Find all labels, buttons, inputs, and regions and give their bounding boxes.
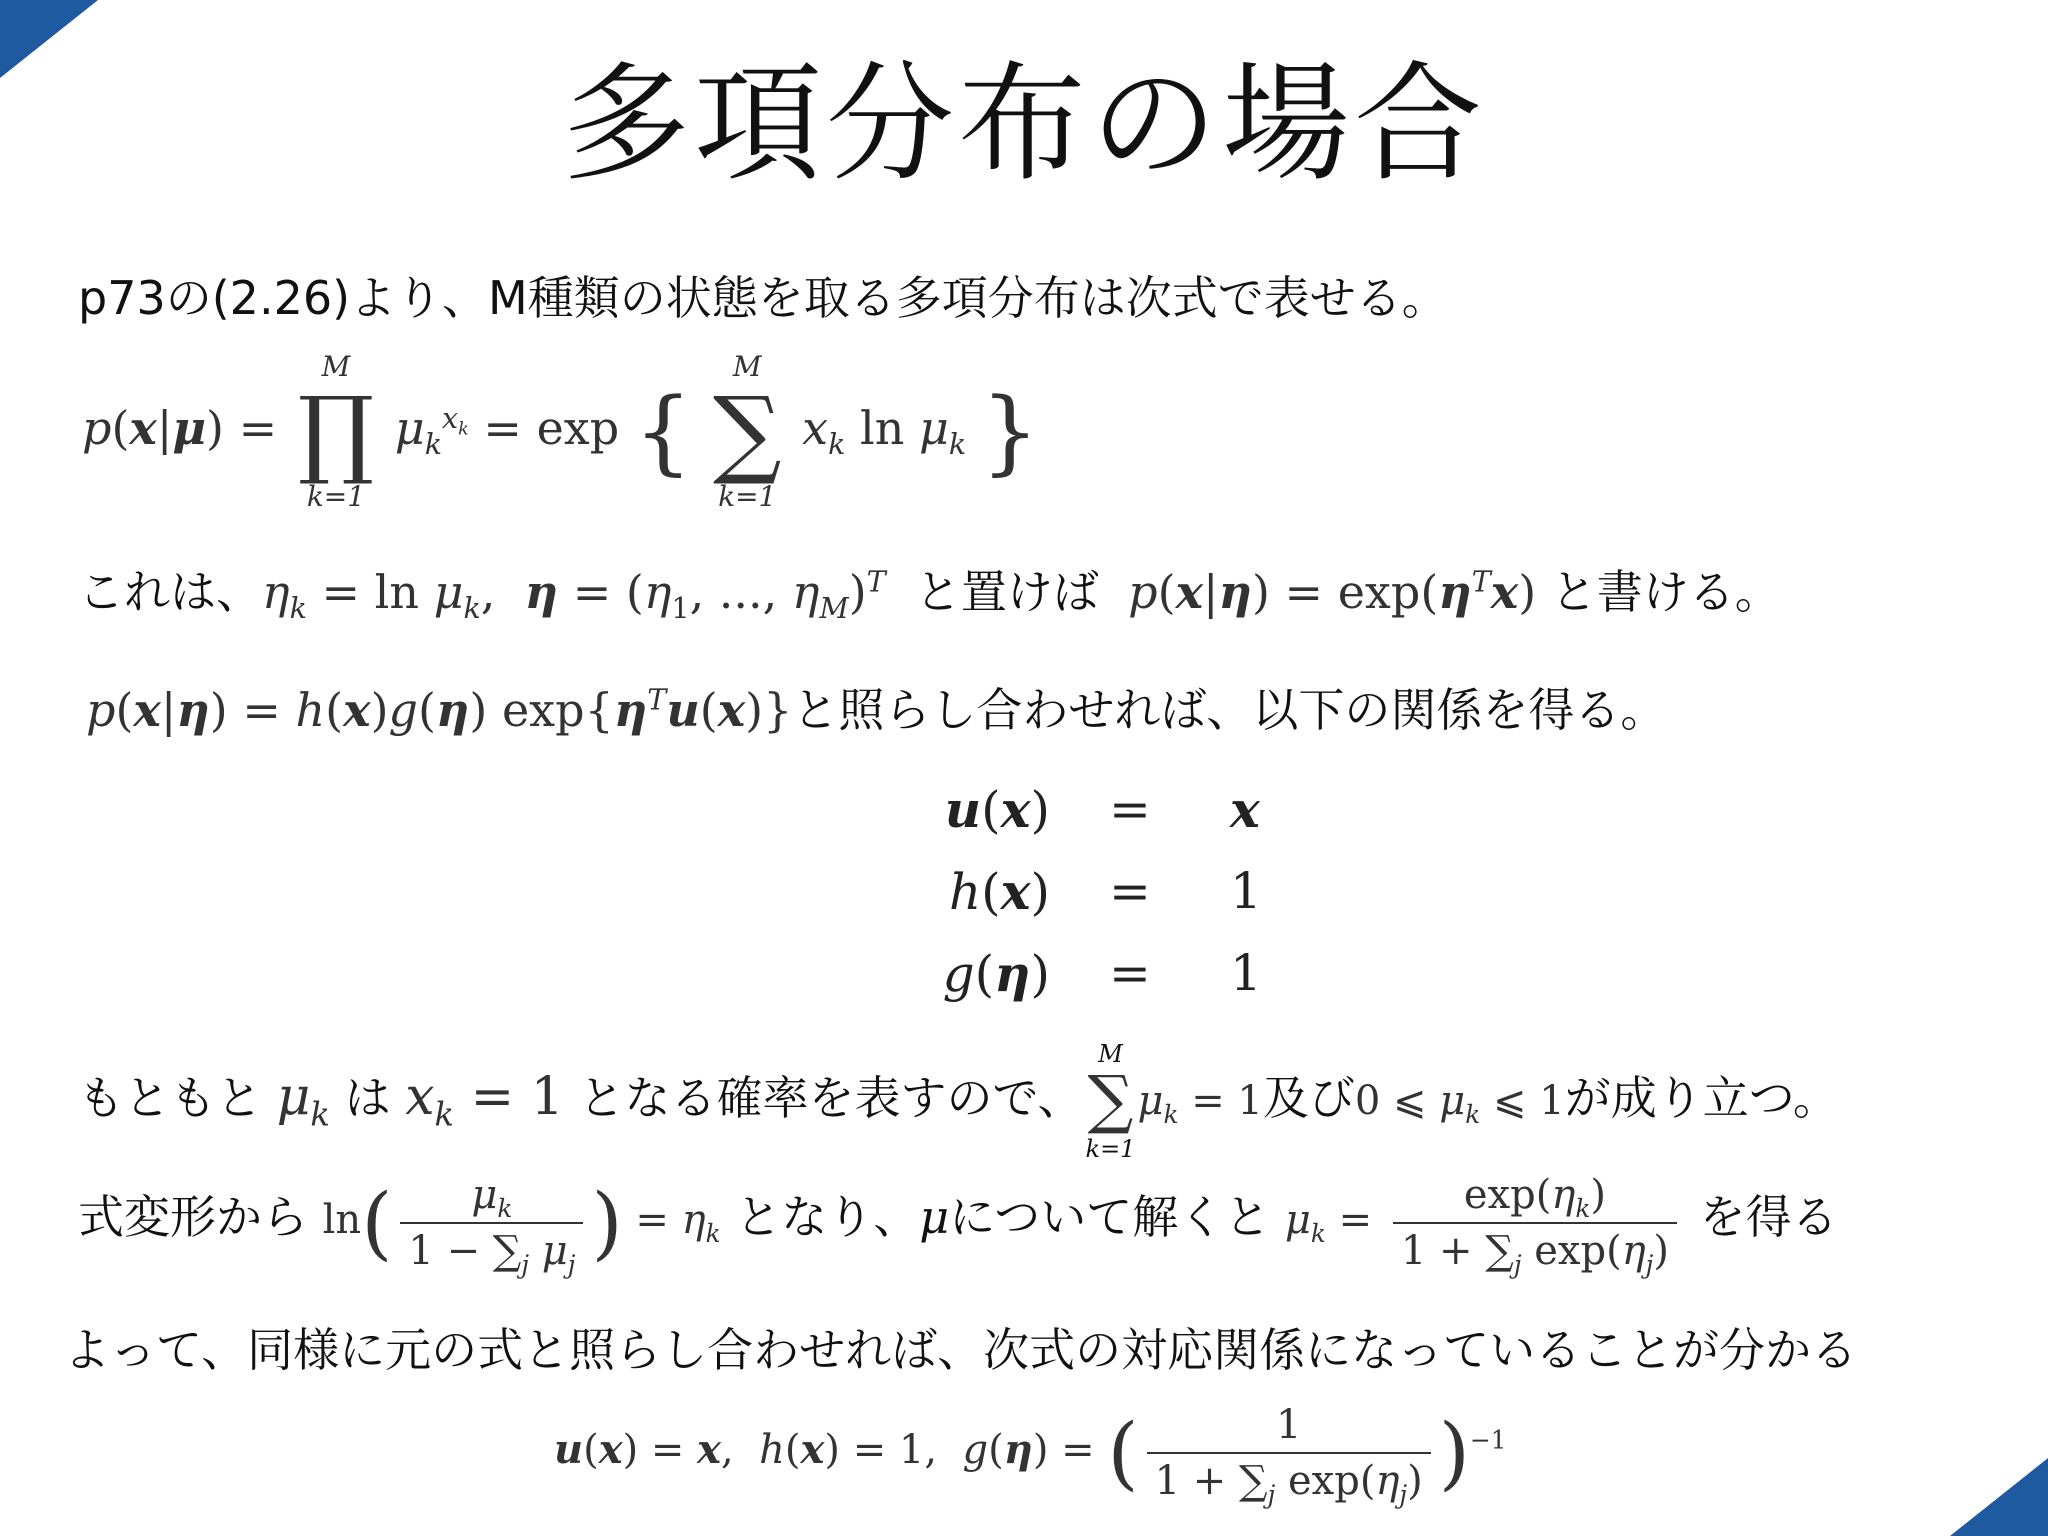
solve-line: 式変形から ln( $\frac{\mu_k}{1 - \sum_j \mu_j}$ ) = $\eta_k$ となり、μについて解くと $\mu_k$ = $\frac{\exp(\eta_k)}{1 + \sum_j \exp(\eta_j)}$ を得る: [78, 1168, 1838, 1278]
corner-decoration-bottom-right: [1950, 1458, 2048, 1536]
slide-title: 多項分布の場合: [561, 50, 1486, 199]
constraint-line: もともと $\mu_k$ は $x_k = 1$ となる確率を表すので、 M ∑ k=1 $\mu_k = 1$及び0 ⩽ $\mu_k$ ⩽ 1が成り立つ。: [78, 1040, 1839, 1163]
sum-operator: M ∑ k=1: [712, 350, 782, 513]
comparison-line: p(x|η) = h(x)g(η) $\exp\{\eta^Tu(x)\}$と照らし合わせれば、以下の関係を得る。: [86, 683, 1667, 737]
final-equation: u(x) = x, h(x) = 1, g(η) = ( $\frac{1}{1 + \sum_j \exp(\eta_j)}$ )$^{-1}$: [554, 1398, 1507, 1508]
intro-text: p73の(2.26)より、M種類の状態を取る多項分布は次式で表せる。: [78, 271, 1448, 325]
multinomial-equation: p(x|μ) = M ∏ k=1 $\mu_k^{x_k} = \exp$ { M ∑ k=1 $x_k$ $\ln \mu_k$ }: [82, 350, 1040, 513]
conclusion-line: よって、同様に元の式と照らし合わせれば、次式の対応関係になっていることが分かる: [64, 1323, 1858, 1377]
definition-line: これは、$\eta_k = \ln \mu_k$, $\eta = (\eta_1$, ..., $\eta_M)^T$ と置けば $p(x|\eta) = \exp(\eta^Tx)$ と書ける。: [78, 565, 1781, 626]
relation-equations: u(x) = x h(x) = 1 g(η) = 1: [942, 779, 1262, 1003]
product-operator: M ∏ k=1: [297, 350, 375, 513]
sum-operator-small: M ∑ k=1: [1085, 1040, 1136, 1163]
